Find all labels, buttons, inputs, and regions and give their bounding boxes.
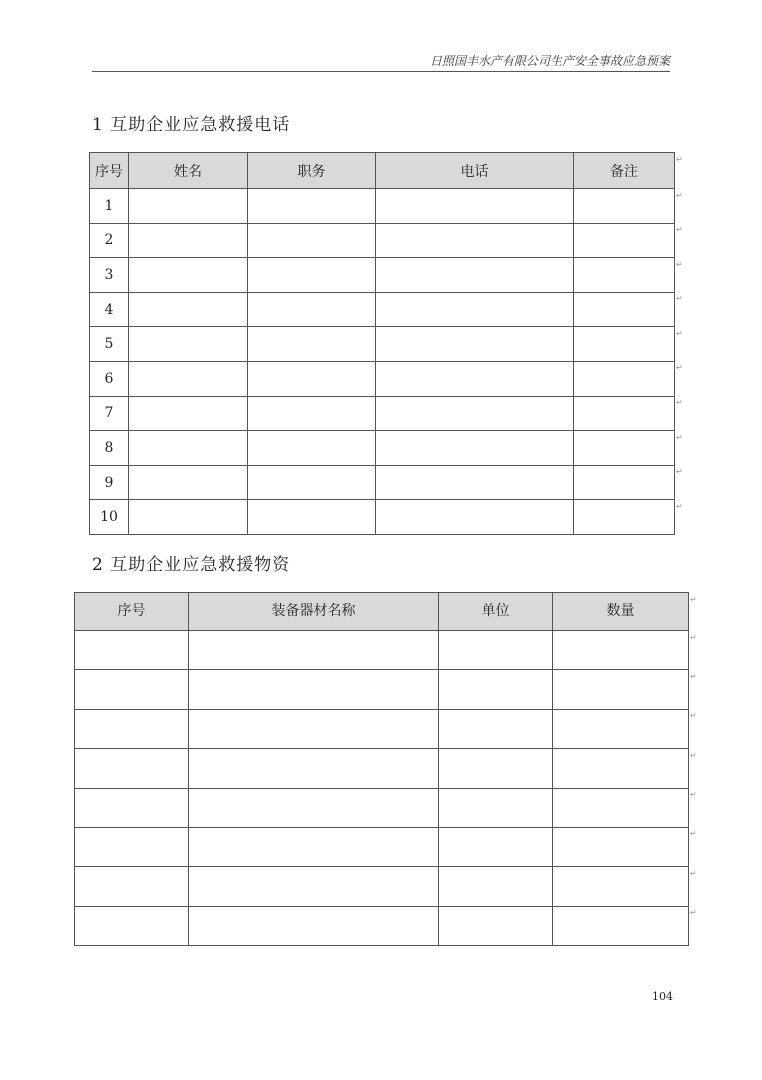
empty-cell xyxy=(439,788,553,827)
column-header: 备注 xyxy=(574,153,675,189)
cell-phone xyxy=(376,431,574,466)
empty-cell xyxy=(439,631,553,670)
paragraph-mark-icon: ↵ xyxy=(676,294,683,304)
paragraph-mark-icon: ↵ xyxy=(690,632,697,642)
table-row xyxy=(90,361,675,396)
empty-cell xyxy=(553,867,689,906)
table-row xyxy=(90,258,675,293)
cell-note xyxy=(574,431,675,466)
cell-name xyxy=(129,465,248,500)
cell-note xyxy=(574,500,675,535)
cell-phone xyxy=(376,327,574,362)
paragraph-mark-icon: ↵ xyxy=(676,398,683,408)
empty-cell xyxy=(189,709,439,748)
empty-cell xyxy=(75,827,189,866)
section-title-rescue-materials: 2 互助企业应急救援物资 xyxy=(92,555,291,575)
empty-cell xyxy=(553,631,689,670)
cell-seq: 9 xyxy=(90,465,129,500)
cell-seq: 1 xyxy=(90,189,129,224)
paragraph-mark-icon: ↵ xyxy=(690,829,697,839)
cell-position xyxy=(248,223,376,258)
cell-seq: 5 xyxy=(90,327,129,362)
paragraph-mark-icon: ↵ xyxy=(690,790,697,800)
rescue-materials-table xyxy=(74,592,689,946)
empty-cell xyxy=(189,631,439,670)
empty-cell xyxy=(75,631,189,670)
cell-seq: 2 xyxy=(90,223,129,258)
cell-note xyxy=(574,361,675,396)
paragraph-mark-icon: ↵ xyxy=(690,750,697,760)
paragraph-mark-icon: ↵ xyxy=(676,190,683,200)
empty-cell xyxy=(75,906,189,945)
cell-seq: 6 xyxy=(90,361,129,396)
cell-note xyxy=(574,292,675,327)
rescue-phone-table xyxy=(89,152,675,535)
table-row xyxy=(75,631,689,670)
cell-position xyxy=(248,327,376,362)
cell-name xyxy=(129,396,248,431)
table-row xyxy=(90,396,675,431)
cell-name xyxy=(129,431,248,466)
empty-cell xyxy=(75,788,189,827)
cell-note xyxy=(574,223,675,258)
empty-cell xyxy=(553,906,689,945)
table-row xyxy=(75,709,689,748)
cell-phone xyxy=(376,465,574,500)
empty-cell xyxy=(75,867,189,906)
column-header: 序号 xyxy=(90,153,129,189)
cell-seq: 3 xyxy=(90,258,129,293)
table-row xyxy=(90,189,675,224)
table-row xyxy=(90,223,675,258)
empty-cell xyxy=(189,827,439,866)
cell-name xyxy=(129,500,248,535)
page-number: 104 xyxy=(652,990,673,1003)
paragraph-mark-icon: ↵ xyxy=(676,225,683,235)
cell-name xyxy=(129,292,248,327)
paragraph-mark-icon: ↵ xyxy=(690,594,697,604)
section-title-rescue-phones: 1 互助企业应急救援电话 xyxy=(92,115,291,135)
cell-note xyxy=(574,465,675,500)
cell-phone xyxy=(376,189,574,224)
cell-phone xyxy=(376,361,574,396)
cell-position xyxy=(248,258,376,293)
table-row xyxy=(90,465,675,500)
paragraph-mark-icon: ↵ xyxy=(676,328,683,338)
column-header: 单位 xyxy=(439,593,553,631)
empty-cell xyxy=(439,906,553,945)
empty-cell xyxy=(439,827,553,866)
table-row xyxy=(90,327,675,362)
running-header: 日照国丰水产有限公司生产安全事故应急预案 xyxy=(429,54,670,68)
empty-cell xyxy=(439,749,553,788)
cell-position xyxy=(248,465,376,500)
paragraph-mark-icon: ↵ xyxy=(676,432,683,442)
cell-note xyxy=(574,189,675,224)
table-row xyxy=(75,827,689,866)
cell-name xyxy=(129,327,248,362)
empty-cell xyxy=(553,788,689,827)
header-rule xyxy=(92,71,670,72)
column-header: 职务 xyxy=(248,153,376,189)
table-row xyxy=(75,788,689,827)
empty-cell xyxy=(189,749,439,788)
cell-note xyxy=(574,327,675,362)
cell-name xyxy=(129,258,248,293)
table-row xyxy=(90,431,675,466)
table-row xyxy=(75,906,689,945)
cell-position xyxy=(248,500,376,535)
cell-phone xyxy=(376,223,574,258)
empty-cell xyxy=(75,670,189,709)
column-header: 电话 xyxy=(376,153,574,189)
cell-phone xyxy=(376,258,574,293)
empty-cell xyxy=(439,709,553,748)
table-row xyxy=(75,867,689,906)
cell-name xyxy=(129,189,248,224)
cell-name xyxy=(129,361,248,396)
paragraph-mark-icon: ↵ xyxy=(676,501,683,511)
table-header-row xyxy=(75,593,689,631)
empty-cell xyxy=(439,867,553,906)
cell-position xyxy=(248,189,376,224)
paragraph-mark-icon: ↵ xyxy=(676,154,683,164)
cell-seq: 7 xyxy=(90,396,129,431)
cell-position xyxy=(248,396,376,431)
paragraph-mark-icon: ↵ xyxy=(690,671,697,681)
cell-phone xyxy=(376,500,574,535)
empty-cell xyxy=(439,670,553,709)
column-header: 装备器材名称 xyxy=(189,593,439,631)
table-row xyxy=(90,292,675,327)
empty-cell xyxy=(189,788,439,827)
empty-cell xyxy=(189,670,439,709)
cell-name xyxy=(129,223,248,258)
table-header-row xyxy=(90,153,675,189)
empty-cell xyxy=(189,906,439,945)
cell-note xyxy=(574,258,675,293)
empty-cell xyxy=(553,749,689,788)
cell-phone xyxy=(376,292,574,327)
paragraph-mark-icon: ↵ xyxy=(690,711,697,721)
cell-position xyxy=(248,361,376,396)
table-row xyxy=(75,749,689,788)
empty-cell xyxy=(553,670,689,709)
cell-note xyxy=(574,396,675,431)
empty-cell xyxy=(75,749,189,788)
cell-seq: 10 xyxy=(90,500,129,535)
paragraph-mark-icon: ↵ xyxy=(690,908,697,918)
column-header: 数量 xyxy=(553,593,689,631)
cell-seq: 8 xyxy=(90,431,129,466)
cell-seq: 4 xyxy=(90,292,129,327)
table-row xyxy=(75,670,689,709)
cell-phone xyxy=(376,396,574,431)
column-header: 序号 xyxy=(75,593,189,631)
cell-position xyxy=(248,431,376,466)
paragraph-mark-icon: ↵ xyxy=(676,259,683,269)
paragraph-mark-icon: ↵ xyxy=(676,467,683,477)
paragraph-mark-icon: ↵ xyxy=(690,868,697,878)
table-row xyxy=(90,500,675,535)
empty-cell xyxy=(553,709,689,748)
column-header: 姓名 xyxy=(129,153,248,189)
paragraph-mark-icon: ↵ xyxy=(676,363,683,373)
empty-cell xyxy=(189,867,439,906)
empty-cell xyxy=(75,709,189,748)
cell-position xyxy=(248,292,376,327)
empty-cell xyxy=(553,827,689,866)
